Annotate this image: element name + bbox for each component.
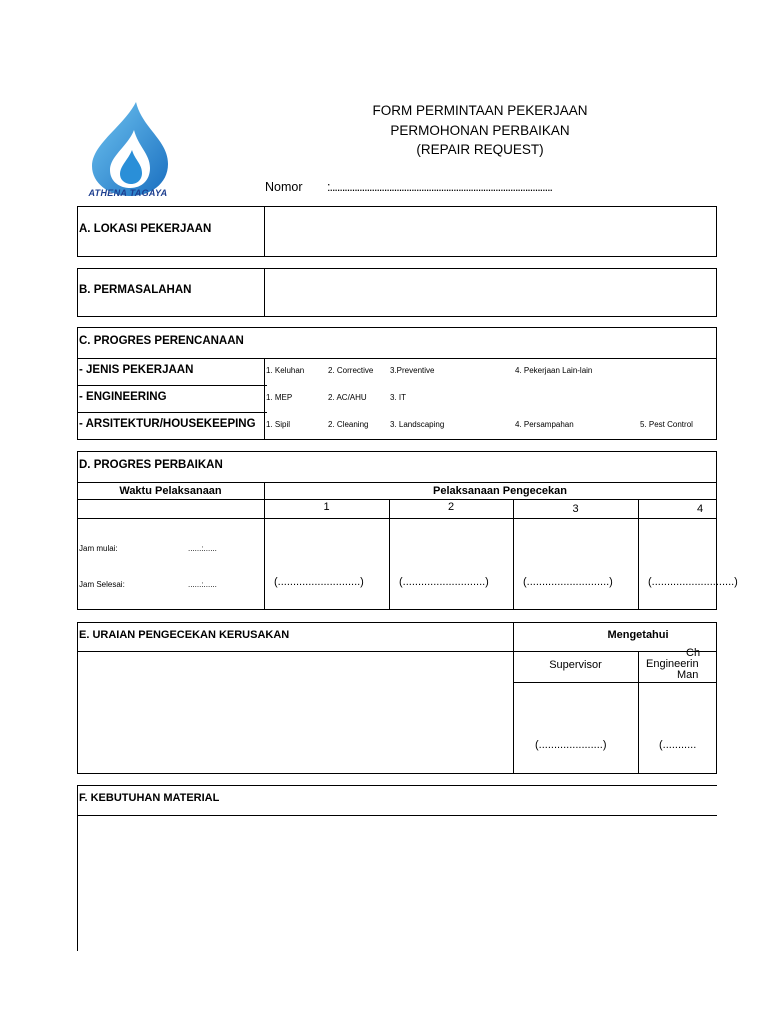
section-d-label: D. PROGRES PERBAIKAN	[79, 459, 223, 471]
opt-ac-ahu[interactable]: 2. AC/AHU	[328, 393, 367, 402]
signature-3[interactable]: (...........................)	[523, 576, 613, 588]
nomor-field[interactable]: :..........................................................................................	[327, 180, 553, 194]
jam-mulai-label: Jam mulai:	[79, 544, 118, 553]
opt-it[interactable]: 3. IT	[390, 393, 407, 402]
opt-landscaping[interactable]: 3. Landscaping	[390, 420, 445, 429]
form-title: FORM PERMINTAAN PEKERJAAN	[372, 103, 588, 118]
jenis-pekerjaan-label: - JENIS PEKERJAAN	[79, 364, 194, 376]
jam-selesai-field[interactable]: ......:......	[188, 580, 217, 589]
athena-tagaya-logo	[84, 100, 176, 200]
col-3-header: 3	[572, 503, 579, 515]
signature-4[interactable]: (...........................)	[648, 576, 738, 588]
mengetahui-label: Mengetahui	[607, 629, 669, 641]
supervisor-label: Supervisor	[549, 659, 602, 671]
section-a-label: A. LOKASI PEKERJAAN	[79, 223, 212, 235]
col-4-header: 4	[697, 503, 704, 515]
engineering-label: - ENGINEERING	[79, 391, 167, 403]
section-c-label: C. PROGRES PERENCANAAN	[79, 335, 244, 347]
pelaksanaan-pengecekan-header: Pelaksanaan Pengecekan	[433, 485, 567, 497]
col-2-header: 2	[447, 501, 455, 513]
supervisor-signature[interactable]: (.....................)	[535, 739, 607, 751]
section-e-label: E. URAIAN PENGECEKAN KERUSAKAN	[79, 629, 290, 641]
opt-keluhan[interactable]: 1. Keluhan	[266, 366, 305, 375]
logo-text: ATHENA TAGAYA	[88, 188, 168, 198]
opt-pekerjaan-lain[interactable]: 4. Pekerjaan Lain-lain	[515, 366, 593, 375]
section-b-label: B. PERMASALAHAN	[79, 284, 192, 296]
signature-1[interactable]: (...........................)	[274, 576, 364, 588]
jam-mulai-field[interactable]: ......:......	[188, 544, 217, 553]
chief-signature[interactable]: (...........	[659, 739, 697, 751]
opt-mep[interactable]: 1. MEP	[266, 393, 293, 402]
opt-pest-control[interactable]: 5. Pest Control	[640, 420, 693, 429]
form-subtitle: PERMOHONAN PERBAIKAN	[390, 123, 570, 138]
jam-selesai-label: Jam Selesai:	[79, 580, 125, 589]
chief-line-3: Man	[677, 669, 699, 681]
chief-line-2: Engineerin	[646, 658, 699, 670]
col-1-header: 1	[323, 501, 330, 513]
uraian-input[interactable]	[79, 653, 511, 772]
opt-sipil[interactable]: 1. Sipil	[266, 420, 291, 429]
opt-persampahan[interactable]: 4. Persampahan	[515, 420, 574, 429]
chief-line-1: Ch	[686, 647, 701, 659]
kebutuhan-material-input[interactable]	[79, 817, 699, 949]
section-d-box	[77, 451, 717, 610]
opt-preventive[interactable]: 3.Preventive	[390, 366, 435, 375]
form-subtitle-en: (REPAIR REQUEST)	[416, 142, 544, 157]
permasalahan-input[interactable]	[266, 270, 706, 315]
arsitektur-label: - ARSITEKTUR/HOUSEKEEPING	[79, 418, 256, 430]
section-f-label: F. KEBUTUHAN MATERIAL	[79, 792, 220, 804]
nomor-label: Nomor	[265, 180, 303, 194]
signature-2[interactable]: (...........................)	[399, 576, 489, 588]
lokasi-input[interactable]	[266, 208, 706, 255]
opt-cleaning[interactable]: 2. Cleaning	[328, 420, 369, 429]
opt-corrective[interactable]: 2. Corrective	[328, 366, 374, 375]
waktu-pelaksanaan-header: Waktu Pelaksanaan	[119, 485, 222, 497]
